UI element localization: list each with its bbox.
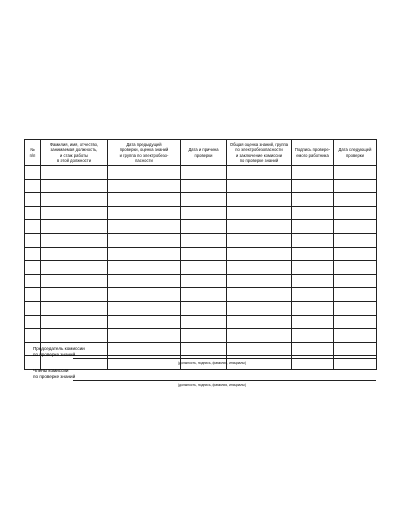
table-cell[interactable] [25,247,41,261]
table-cell[interactable] [227,193,292,207]
members-signature-line[interactable] [73,380,376,381]
table-cell[interactable] [108,329,181,343]
table-row [25,193,377,207]
table-cell[interactable] [181,329,227,343]
table-cell[interactable] [25,315,41,329]
table-cell[interactable] [108,220,181,234]
table-cell[interactable] [181,288,227,302]
header-full-name-position: Фамилия, имя, отчество, занимаемая должность, и стаж работы в этой должности [41,140,108,166]
table-cell[interactable] [108,301,181,315]
table-cell[interactable] [292,193,334,207]
table-cell[interactable] [334,274,377,288]
table-cell[interactable] [41,261,108,275]
chairman-label-2: по проверке знаний [33,352,76,357]
table-cell[interactable] [292,166,334,180]
table-cell[interactable] [334,261,377,275]
header-worker-signature: Подпись провере- емого работника [292,140,334,166]
table-cell[interactable] [227,315,292,329]
table-cell[interactable] [292,233,334,247]
table-cell[interactable] [25,220,41,234]
table-cell[interactable] [227,166,292,180]
table-row [25,274,377,288]
table-cell[interactable] [227,206,292,220]
members-line-row [33,374,376,387]
signatures-section [33,346,376,390]
table-cell[interactable] [334,329,377,343]
table-cell[interactable] [41,193,108,207]
table-cell[interactable] [181,274,227,288]
table-row [25,179,377,193]
table-row [25,206,377,220]
table-row [25,233,377,247]
header-previous-check: Дата предыдущей проверки, оценка знаний и группа по электробезо- пасности [108,140,181,166]
table-cell[interactable] [25,179,41,193]
table-cell[interactable] [181,166,227,180]
table-row [25,166,377,180]
table-cell[interactable] [181,179,227,193]
table-row [25,329,377,343]
table-cell[interactable] [181,193,227,207]
table-cell[interactable] [181,220,227,234]
table-cell[interactable] [25,193,41,207]
table-row [25,315,377,329]
members-label: Члены комиссии [33,368,69,373]
table-cell[interactable] [181,315,227,329]
table-cell[interactable] [181,206,227,220]
table-cell[interactable] [41,233,108,247]
table-cell[interactable] [108,166,181,180]
table-cell[interactable] [292,247,334,261]
members-signature-block [33,368,376,390]
table-cell[interactable] [25,206,41,220]
chairman-caption: (должность, подпись, фамилия, инициалы) [178,361,246,365]
table-cell[interactable] [108,261,181,275]
members-caption: (должность, подпись, фамилия, инициалы) [178,383,246,387]
table-cell[interactable] [227,301,292,315]
table-cell[interactable] [41,315,108,329]
table-cell[interactable] [108,193,181,207]
table-row [25,301,377,315]
table-cell[interactable] [292,274,334,288]
table-cell[interactable] [181,261,227,275]
table-cell[interactable] [25,261,41,275]
table-cell[interactable] [41,206,108,220]
table-row [25,288,377,302]
table-cell[interactable] [181,247,227,261]
table-cell[interactable] [41,166,108,180]
table-row [25,247,377,261]
table-cell[interactable] [41,329,108,343]
table-cell[interactable] [334,220,377,234]
table-cell[interactable] [292,315,334,329]
table-cell[interactable] [292,261,334,275]
table-cell[interactable] [334,166,377,180]
table-cell[interactable] [334,247,377,261]
table-cell[interactable] [292,288,334,302]
table-cell[interactable] [41,288,108,302]
table-row [25,220,377,234]
table-cell[interactable] [227,179,292,193]
table-cell[interactable] [25,288,41,302]
chairman-signature-line[interactable] [73,358,376,359]
table-cell[interactable] [25,329,41,343]
table-cell[interactable] [108,179,181,193]
table-cell[interactable] [108,315,181,329]
table-cell[interactable] [108,233,181,247]
table-cell[interactable] [41,274,108,288]
table-cell[interactable] [227,220,292,234]
table-cell[interactable] [334,315,377,329]
table-cell[interactable] [227,288,292,302]
table-cell[interactable] [25,301,41,315]
chairman-label: Председатель комиссии [33,346,85,351]
table-body [25,166,377,370]
table-cell[interactable] [227,233,292,247]
table-cell[interactable] [334,301,377,315]
table-cell[interactable] [41,247,108,261]
table-cell[interactable] [108,274,181,288]
header-check-date-reason: Дата и причина проверки [181,140,227,166]
table-cell[interactable] [292,220,334,234]
table-row [25,261,377,275]
table-cell[interactable] [334,179,377,193]
table-cell[interactable] [227,247,292,261]
table-cell[interactable] [227,274,292,288]
table-cell[interactable] [292,329,334,343]
table-cell[interactable] [41,179,108,193]
header-next-check-date: Дата следующей проверки [334,140,377,166]
table-cell[interactable] [181,301,227,315]
header-overall-assessment: Общая оценка знаний, группа по электробезопасности и заключение комиссии по проверке знаний [227,140,292,166]
table-cell[interactable] [41,220,108,234]
table-cell[interactable] [334,193,377,207]
table-cell[interactable] [41,301,108,315]
table-header-row [25,140,377,166]
table-cell[interactable] [334,206,377,220]
table-cell[interactable] [25,233,41,247]
table-cell[interactable] [108,247,181,261]
table-cell[interactable] [227,329,292,343]
table-cell[interactable] [25,166,41,180]
table-cell[interactable] [292,179,334,193]
table-cell[interactable] [292,206,334,220]
table-cell[interactable] [227,261,292,275]
table-cell[interactable] [292,301,334,315]
table-cell[interactable] [108,288,181,302]
members-label-2: по проверке знаний [33,374,76,379]
chairman-line-row [33,352,376,365]
header-number: № п/п [25,140,41,166]
table-cell[interactable] [25,274,41,288]
knowledge-check-journal-table [24,139,377,370]
table-cell[interactable] [334,233,377,247]
chairman-signature-block [33,346,376,368]
table-cell[interactable] [334,288,377,302]
table-cell[interactable] [181,233,227,247]
table-cell[interactable] [108,206,181,220]
